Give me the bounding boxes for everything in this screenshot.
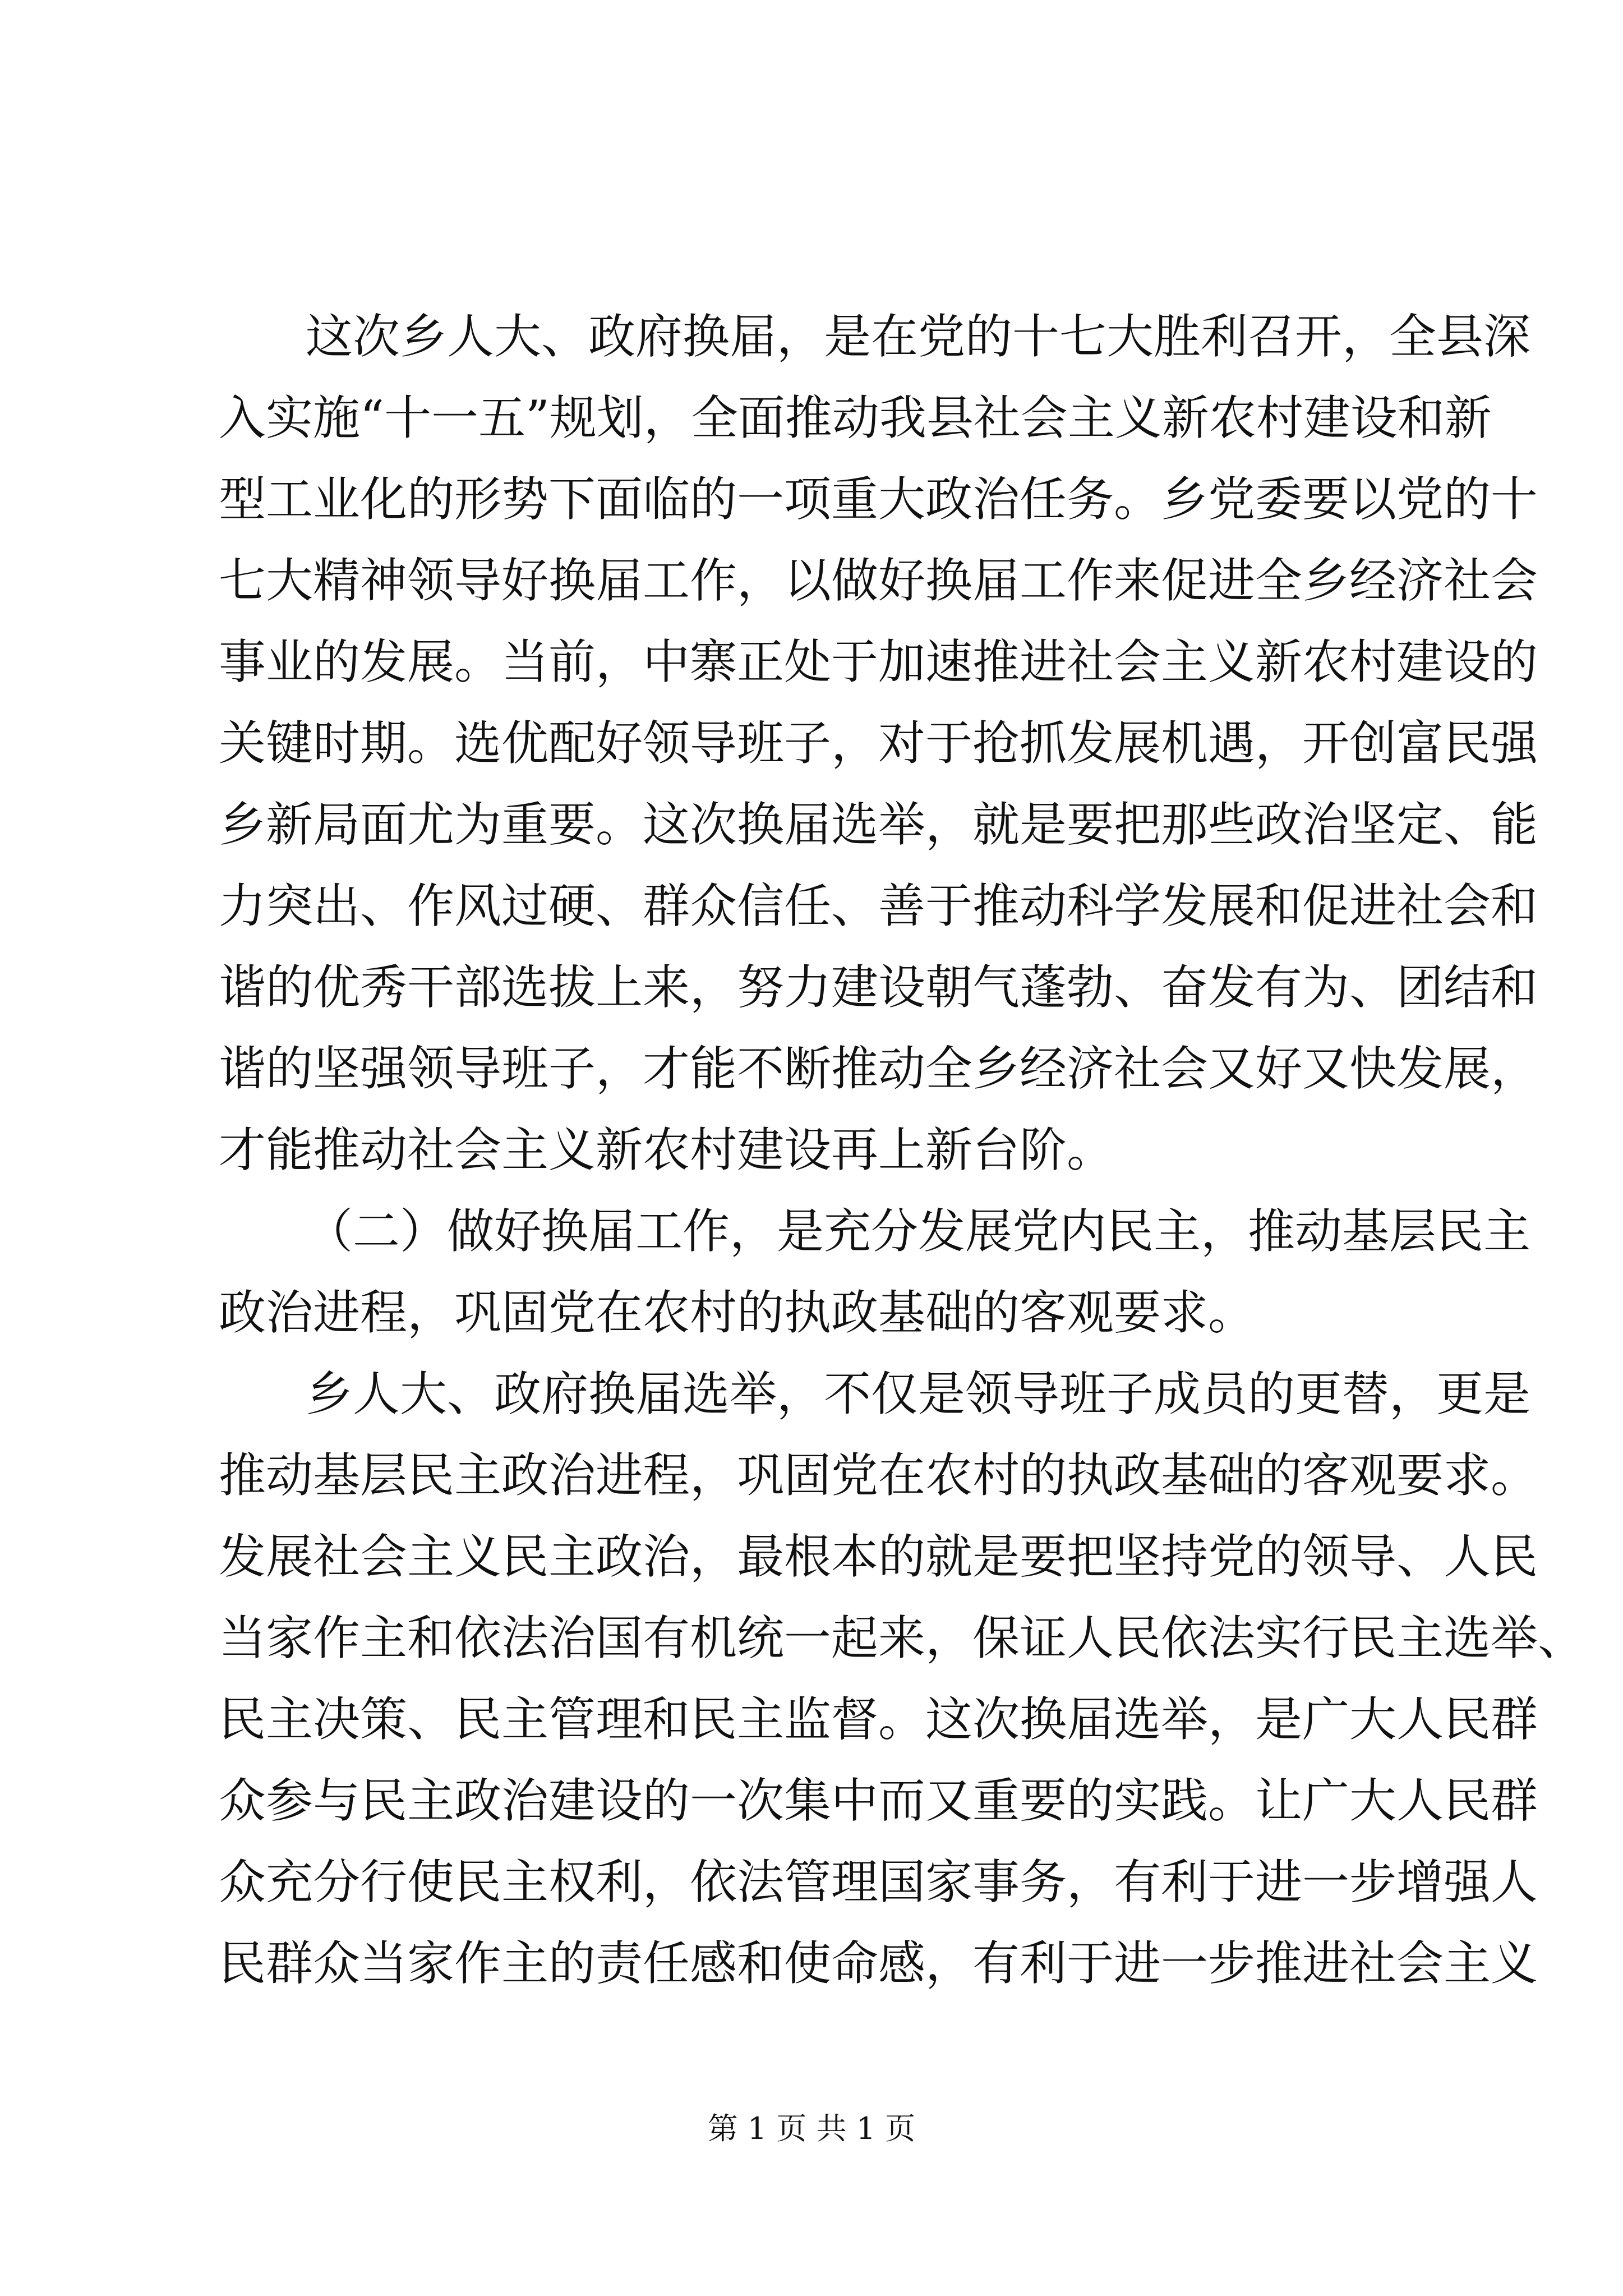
section-heading-line: （二）做好换届工作，是充分发展党内民主，推动基层民主 — [306, 1204, 1531, 1259]
text-line: 这次乡人大、政府换届，是在党的十七大胜利召开，全县深 — [306, 309, 1531, 364]
text-line: 当家作主和依法治国有机统一起来，保证人民依法实行民主选举、 — [219, 1611, 1585, 1665]
text-line: 乡新局面尤为重要。这次换届选举，就是要把那些政治坚定、能 — [219, 797, 1538, 852]
text-line: 乡人大、政府换届选举，不仅是领导班子成员的更替，更是 — [306, 1366, 1531, 1421]
text-line: 才能推动社会主义新农村建设再上新台阶。 — [219, 1122, 1114, 1177]
text-line: 众参与民主政治建设的一次集中而又重要的实践。让广大人民群 — [219, 1773, 1538, 1828]
text-line: 入实施“十一五”规划，全面推动我县社会主义新农村建设和新 — [219, 390, 1492, 445]
text-line: 关键时期。选优配好领导班子，对于抢抓发展机遇，开创富民强 — [219, 716, 1538, 771]
text-line: 事业的发展。当前，中寨正处于加速推进社会主义新农村建设的 — [219, 634, 1538, 689]
text-line: 发展社会主义民主政治，最根本的就是要把坚持党的领导、人民 — [219, 1529, 1538, 1584]
section-heading-line: 政治进程，巩固党在农村的执政基础的客观要求。 — [219, 1285, 1256, 1340]
text-line: 谐的坚强领导班子，才能不断推动全乡经济社会又好又快发展， — [219, 1041, 1538, 1096]
page-footer: 第 1 页 共 1 页 — [707, 2111, 916, 2146]
text-line: 推动基层民主政治进程，巩固党在农村的执政基础的客观要求。 — [219, 1448, 1538, 1503]
text-line: 民主决策、民主管理和民主监督。这次换届选举，是广大人民群 — [219, 1692, 1538, 1747]
text-line: 七大精神领导好换届工作，以做好换届工作来促进全乡经济社会 — [219, 553, 1538, 608]
text-line: 谐的优秀干部选拔上来，努力建设朝气蓬勃、奋发有为、团结和 — [219, 960, 1538, 1015]
text-line: 民群众当家作主的责任感和使命感，有利于进一步推进社会主义 — [219, 1936, 1538, 1991]
text-line: 众充分行使民主权利，依法管理国家事务，有利于进一步增强人 — [219, 1855, 1538, 1910]
text-line: 型工业化的形势下面临的一项重大政治任务。乡党委要以党的十 — [219, 472, 1538, 527]
text-line: 力突出、作风过硬、群众信任、善于推动科学发展和促进社会和 — [219, 878, 1538, 933]
